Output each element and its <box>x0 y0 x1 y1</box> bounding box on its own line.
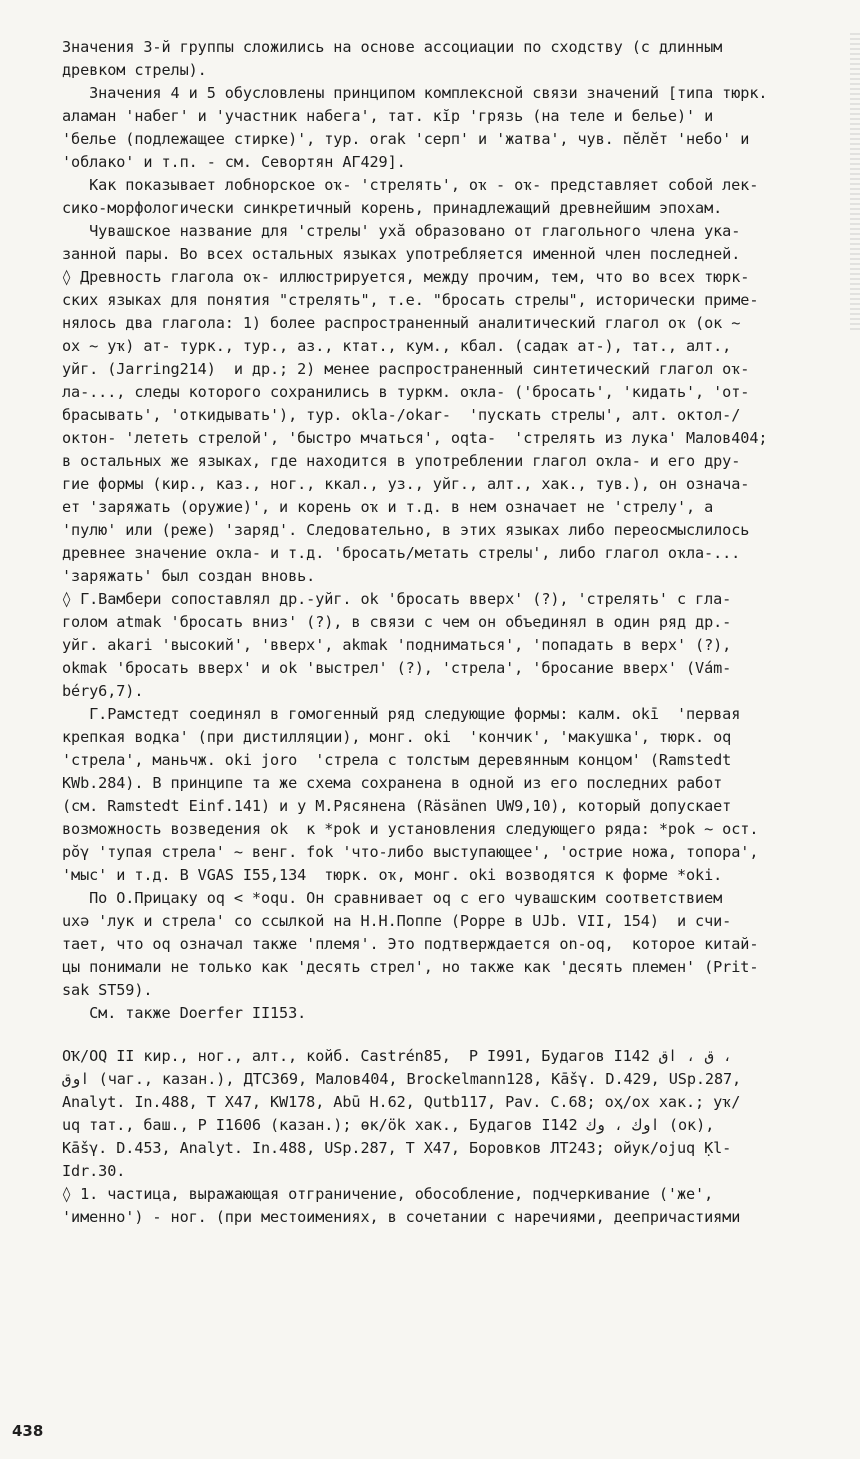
text-line: ◊ Г.Вамбери сопоставлял др.-уйг. ok 'бросать вверх' (?), 'стрелять' с гла- <box>62 590 732 608</box>
text-line: Значения 3-й группы сложились на основе ассоциации по сходству (с длинным <box>62 38 723 56</box>
text-line: По О.Прицаку oq < *oqu. Он сравнивает oq с его чувашским соответствием <box>62 889 723 907</box>
text-line: аламан 'набег' и 'участник набега', тат. кĭр 'грязь (на теле и белье)' и <box>62 107 714 125</box>
text-line: KWb.284). В принципе та же схема сохранена в одной из его последних работ <box>62 774 723 792</box>
text-line: цы понимали не только как 'десять стрел', но также как 'десять племен' (Prit- <box>62 958 759 976</box>
text-line: Г.Рамстедт соединял в гомогенный ряд следующие формы: калм. okī 'первая <box>62 705 741 723</box>
text-line: ◊ 1. частица, выражающая отграничение, обособление, подчеркивание ('же', <box>62 1185 714 1203</box>
text-line: Kāšγ. D.453, Analyt. In.488, USp.287, T X47, Боровков ЛТ243; ойук/ojuq Ḳl- <box>62 1139 732 1157</box>
text-line: занной пары. Во всех остальных языках употребляется именной член последней. <box>62 245 741 263</box>
text-line: брасывать', 'откидывать'), тур. okla-/okar- 'пускать стрелы', алт. октол-/ <box>62 406 741 424</box>
text-line: уйг. akari 'высокий', 'вверх', akmak 'подниматься', 'попадать в верх' (?), <box>62 636 732 654</box>
text-line: гие формы (кир., каз., ног., ккал., уз., уйг., алт., хак., тув.), он означа- <box>62 475 750 493</box>
text-line: крепкая водка' (при дистилляции), монг. oki 'кончик', 'макушка', тюрк. oq <box>62 728 732 746</box>
text-line: ох ~ уҡ) ат- турк., тур., аз., ктат., кум., кбал. (садаҡ ат-), тат., алт., <box>62 337 732 355</box>
text-line: okmak 'бросать вверх' и ok 'выстрел' (?), 'стрела', 'бросание вверх' (Vám- <box>62 659 732 677</box>
text-line: uq тат., баш., Р I1606 (казан.); өк/ök хак., Будагов I142 اوك ، وك (ок), <box>62 1116 715 1134</box>
text-line: 'белье (подлежащее стирке)', тур. orak 'серп' и 'жатва', чув. пĕлĕт 'небо' и <box>62 130 750 148</box>
entry-separator <box>62 1025 852 1045</box>
text-line: ла-..., следы которого сохранились в туркм. оҡла- ('бросать', 'кидать', 'от- <box>62 383 750 401</box>
text-line: Analyt. In.488, T X47, KW178, Abū H.62, Qutb117, Pav. C.68; оҳ/ox хак.; уҡ/ <box>62 1093 741 1111</box>
second-entry-text <box>62 1045 852 1229</box>
text-line: ет 'заряжать (оружие)', и корень оҡ и т.д. в нем означает не 'стрелу', а <box>62 498 714 516</box>
text-line: Idr.30. <box>62 1162 126 1180</box>
text-line: в остальных же языках, где находится в употреблении глагол оҡла- и его дру- <box>62 452 741 470</box>
text-line: pŏγ 'тупая стрела' ~ венг. fok 'что-либо выступающее', 'острие ножа, топора', <box>62 843 759 861</box>
text-line: sak ST59). <box>62 981 153 999</box>
main-entry-text <box>62 36 852 1025</box>
text-line: اوق (чаг., казан.), ДТС369, Малов404, Brockelmann128, Kāšγ. D.429, USp.287, <box>62 1070 742 1088</box>
text-line: 'стрела', маньчж. oki joro 'стрела с толстым деревянным концом' (Ramstedt <box>62 751 732 769</box>
text-line: уйг. (Jarring214) и др.; 2) менее распространенный синтетический глагол оҡ- <box>62 360 750 378</box>
text-line: Чувашское название для 'стрелы' ухă образовано от глагольного члена ука- <box>62 222 741 240</box>
text-line: ских языках для понятия "стрелять", т.е. "бросать стрелы", исторически приме- <box>62 291 759 309</box>
text-line: Значения 4 и 5 обусловлены принципом комплексной связи значений [типа тюрк. <box>62 84 768 102</box>
text-line: ◊ Древность глагола оҡ- иллюстрируется, между прочим, тем, что во всех тюрк- <box>62 268 750 286</box>
text-line: сико-морфологически синкретичный корень, принадлежащий древнейшим эпохам. <box>62 199 723 217</box>
text-line: béry6,7). <box>62 682 144 700</box>
text-line: тает, что oq означал также 'племя'. Это подтверждается on-oq, которое китай- <box>62 935 759 953</box>
text-line: нялось два глагола: 1) более распространенный аналитический глагол оҡ (ок ~ <box>62 314 741 332</box>
text-line: древнее значение оҡла- и т.д. 'бросать/метать стрелы', либо глагол оҡла-... <box>62 544 741 562</box>
text-line: uxə 'лук и стрела' со ссылкой на Н.Н.Поппе (Poppe в UJb. VII, 154) и счи- <box>62 912 732 930</box>
text-line: 'мыс' и т.д. В VGAS I55,134 тюрк. оҡ, монг. oki возводятся к форме *oki. <box>62 866 723 884</box>
text-body <box>62 36 852 1229</box>
text-line: древком стрелы). <box>62 61 207 79</box>
text-line: См. также Doerfer II153. <box>62 1004 307 1022</box>
text-line: 'облако' и т.п. - см. Севортян АГ429]. <box>62 153 406 171</box>
text-line: Как показывает лобнорское оҡ- 'стрелять', оҡ - оҡ- представляет собой лек- <box>62 176 759 194</box>
text-line: 'именно') - ног. (при местоимениях, в сочетании с наречиями, деепричастиями <box>62 1208 741 1226</box>
text-line: голом atmak 'бросать вниз' (?), в связи с чем он объединял в один ряд др.- <box>62 613 732 631</box>
text-line: возможность возведения ok к *pok и установления следующего ряда: *pok ~ ост. <box>62 820 759 838</box>
text-line: 'заряжать' был создан вновь. <box>62 567 316 585</box>
text-line: ОҠ/OQ II кир., ног., алт., койб. Castrén85, Р I991, Будагов I142 ق ، اق ، <box>62 1047 733 1065</box>
text-line: октон- 'лететь стрелой', 'быстро мчаться', oqta- 'стрелять из лука' Малов404; <box>62 429 768 447</box>
page-number: 438 <box>12 1422 44 1440</box>
text-line: 'пулю' или (реже) 'заряд'. Следовательно, в этих языках либо переосмыслилось <box>62 521 750 539</box>
text-line: (см. Ramstedt Einf.141) и у М.Рясянена (Räsänen UW9,10), который допускает <box>62 797 732 815</box>
